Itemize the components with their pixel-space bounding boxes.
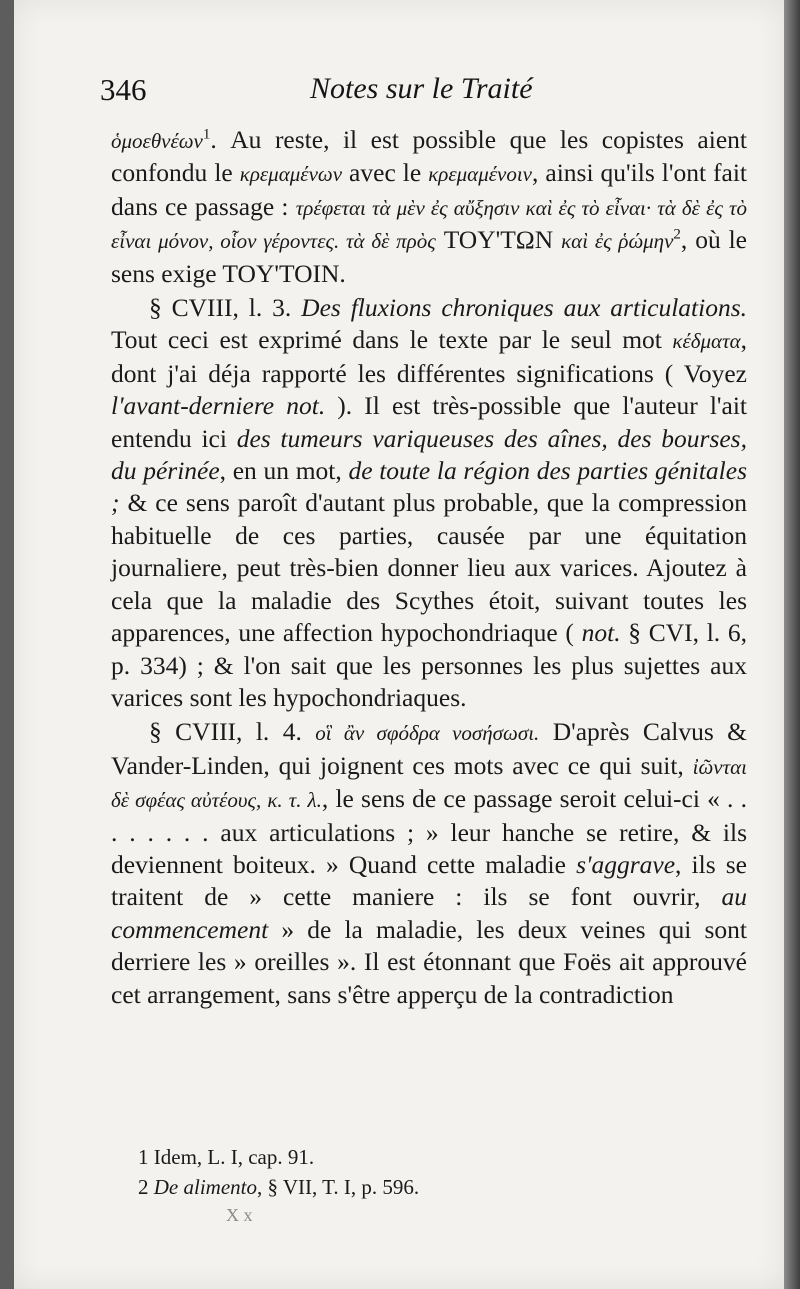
- paragraph: [111, 124, 747, 290]
- text-run: » de la maladie, les deux veines qui sont derriere les » oreilles ». Il est étonnant que Foës ait approuvé cet arrangement, sans s'être apperçu de la contradiction: [111, 914, 747, 1009]
- text-run: & ce sens paroît d'autant plus probable, que la compression habituelle de ces parties, causée par une équitation journaliere, peut très-bien donner lieu aux varices. Ajoutez à cela que la maladie des Scythes étoit, suivant toutes les apparences, une affection hypochondriaque (: [111, 488, 747, 648]
- footnote-italic-title: De alimento: [153, 1175, 257, 1199]
- greek-text: κέδματα: [672, 329, 741, 354]
- text-run: avec le: [342, 158, 429, 188]
- italic-text: au commencement: [111, 882, 747, 944]
- text-run: § CVI, l. 6, p. 334) ; & l'on sait que les personnes les plus sujettes aux varices sont les hypochondriaques.: [111, 618, 747, 712]
- footnote-number: 2: [138, 1175, 149, 1199]
- footnote: [138, 1172, 738, 1202]
- text-run: . Au reste, il est possible que les copistes aient confondu le: [111, 125, 747, 188]
- italic-text: l'avant-derniere not.: [111, 391, 326, 421]
- greek-text: ἰῶνται δὲ σφέας αὐτέους, κ. τ. λ.: [111, 754, 747, 813]
- text-run: , où le sens exige TOY'TOIN.: [111, 225, 747, 288]
- text-run: D'après Calvus & Vander-Linden, qui joignent ces mots avec ce qui suit,: [111, 717, 748, 780]
- footnote-text: Idem, L. I, cap. 91.: [153, 1145, 315, 1169]
- footnote-ref: 2: [673, 226, 681, 243]
- text-run: ). Il est très-possible que l'auteur l'ait entendu ici: [111, 391, 747, 453]
- footnote: [138, 1142, 738, 1172]
- greek-text: κρεμαμένων: [239, 162, 343, 187]
- footnote-number: 1: [138, 1145, 149, 1169]
- italic-text: not.: [581, 618, 621, 648]
- body-text: [111, 124, 747, 1011]
- greek-text: οἳ ἂν σφόδρα νοσήσωσι.: [315, 721, 540, 746]
- text-run: , le sens de ce passage seroit celui-ci « . . . . . . . . aux articulations ; » leur hanche se retire, & ils deviennent boiteux. » Quand cette maladie: [111, 784, 747, 879]
- text-run: , ainsi qu'ils l'ont fait dans ce passage :: [111, 158, 748, 221]
- book-spine-shadow: [784, 0, 800, 1289]
- text-run: , ils se traitent de » cette maniere : ils se font ouvrir,: [111, 849, 747, 912]
- paragraph: [111, 292, 747, 714]
- running-title: Notes sur le Traité: [310, 72, 533, 105]
- text-run: § CVIII, l. 4.: [149, 717, 316, 747]
- text-run: § CVIII, l. 3.: [149, 293, 302, 323]
- greek-text: καὶ ἐς ῥώμην: [561, 229, 674, 254]
- footnotes: [138, 1142, 738, 1202]
- text-run: , en un mot,: [219, 456, 349, 486]
- footnote-ref: 1: [202, 126, 211, 143]
- greek-text: κρεμαμένοιν: [428, 162, 532, 187]
- italic-text: Des fluxions chroniques aux articulations.: [301, 293, 748, 323]
- text-run: , dont j'ai déja rapporté les différentes significations ( Voyez: [111, 325, 747, 388]
- italic-text: s'aggrave: [576, 849, 676, 879]
- footnote-text: , § VII, T. I, p. 596.: [256, 1175, 420, 1199]
- italic-text: des tumeurs variqueuses des aînes, des bourses, du périnée: [111, 423, 747, 486]
- signature-mark: X x: [226, 1205, 253, 1225]
- greek-text: τρέφεται τὰ μὲν ἐς αὔξησιν καὶ ἐς τὸ εἶναι· τὰ δὲ ἐς τὸ εἶναι μόνον, οἷον γέροντες. τὰ δὲ πρὸς: [111, 195, 747, 254]
- page-header: [100, 72, 760, 116]
- paragraph: [111, 716, 747, 1011]
- text-run: Tout ceci est exprimé dans le texte par le seul mot: [111, 325, 673, 355]
- text-run: TOY'TΩN: [435, 225, 562, 255]
- page-number: 346: [100, 72, 147, 107]
- italic-text: de toute la région des parties génitales ;: [111, 456, 747, 518]
- greek-text: ὁμοεθνέων: [111, 129, 203, 153]
